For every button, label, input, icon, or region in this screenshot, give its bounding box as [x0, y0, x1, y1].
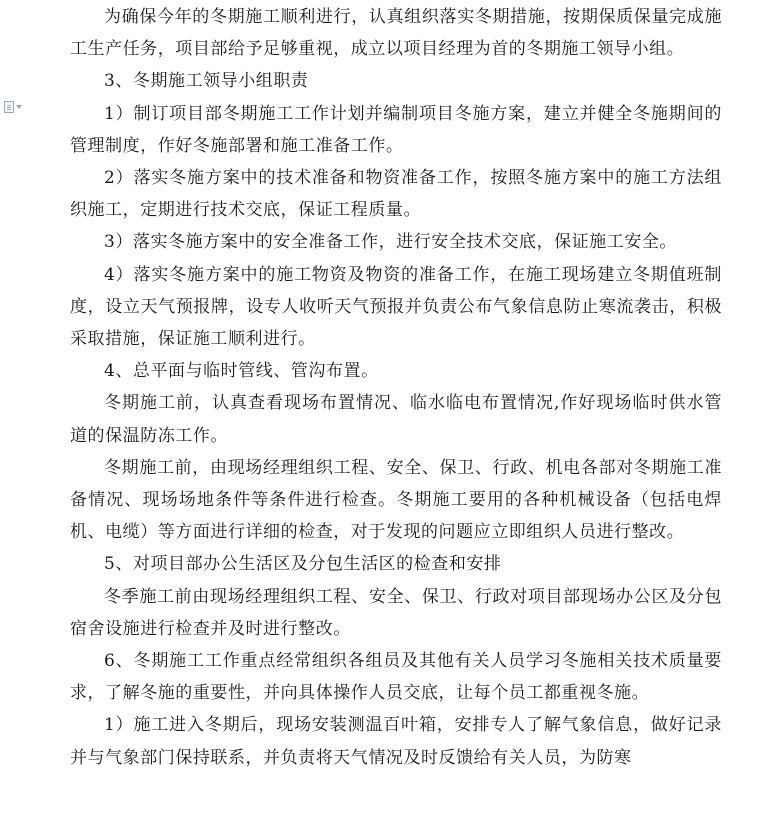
paragraph-item: 冬期施工前，认真查看现场布置情况、临水临电布置情况,作好现场临时供水管道的保温防冻工作。: [70, 393, 722, 446]
paragraph-intro: 为确保今年的冬期施工顺利进行，认真组织落实冬期措施，按期保质保量完成施工生产任务，项目部给予足够重视，成立以项目经理为首的冬期施工领导小组。: [70, 7, 722, 60]
document-icon: [4, 101, 14, 113]
paragraph-item: 冬季施工前由现场经理组织工程、安全、保卫、行政对项目部现场办公区及分包宿舍设施进行检查并及时进行整改。: [70, 586, 722, 639]
paragraph-item: 4）落实冬施方案中的施工物资及物资的准备工作，在施工现场建立冬期值班制度，设立天气预报牌，设专人收听天气预报并负责公布气象信息防止寒流袭击，积极采取措施，保证施工顺利进行。: [70, 264, 722, 350]
paragraph-options-icon[interactable]: [4, 100, 34, 114]
section-heading-6: 6、冬期施工工作重点经常组织各组员及其他有关人员学习冬施相关技术质量要求，了解冬施的重要性，并向具体操作人员交底，让每个员工都重视冬施。: [70, 651, 722, 704]
paragraph-item: 冬期施工前，由现场经理组织工程、安全、保卫、行政、机电各部对冬期施工准备情况、现场场地条件等条件进行检查。冬期施工要用的各种机械设备（包括电焊机、电缆）等方面进行详细的检查，对于发现的问题应立即组织人员进行整改。: [70, 457, 722, 543]
chevron-down-icon: [16, 105, 22, 109]
paragraph-item: 1）施工进入冬期后，现场安装测温百叶箱，安排专人了解气象信息，做好记录并与气象部门保持联系，并负责将天气情况及时反馈给有关人员，为防寒: [70, 715, 722, 768]
paragraph-item: 1）制订项目部冬期施工工作计划并编制项目冬施方案，建立并健全冬施期间的管理制度，作好冬施部署和施工准备工作。: [70, 103, 722, 156]
paragraph-item: 2）落实冬施方案中的技术准备和物资准备工作，按照冬施方案中的施工方法组织施工，定期进行技术交底，保证工程质量。: [70, 168, 722, 221]
section-heading-3: 3、冬期施工领导小组职责: [104, 71, 309, 92]
paragraph-item: 3）落实冬施方案中的安全准备工作，进行安全技术交底，保证施工安全。: [104, 232, 677, 253]
document-body: [70, 0, 722, 774]
section-heading-4: 4、总平面与临时管线、管沟布置。: [104, 361, 379, 382]
section-heading-5: 5、对项目部办公生活区及分包生活区的检查和安排: [104, 554, 502, 575]
